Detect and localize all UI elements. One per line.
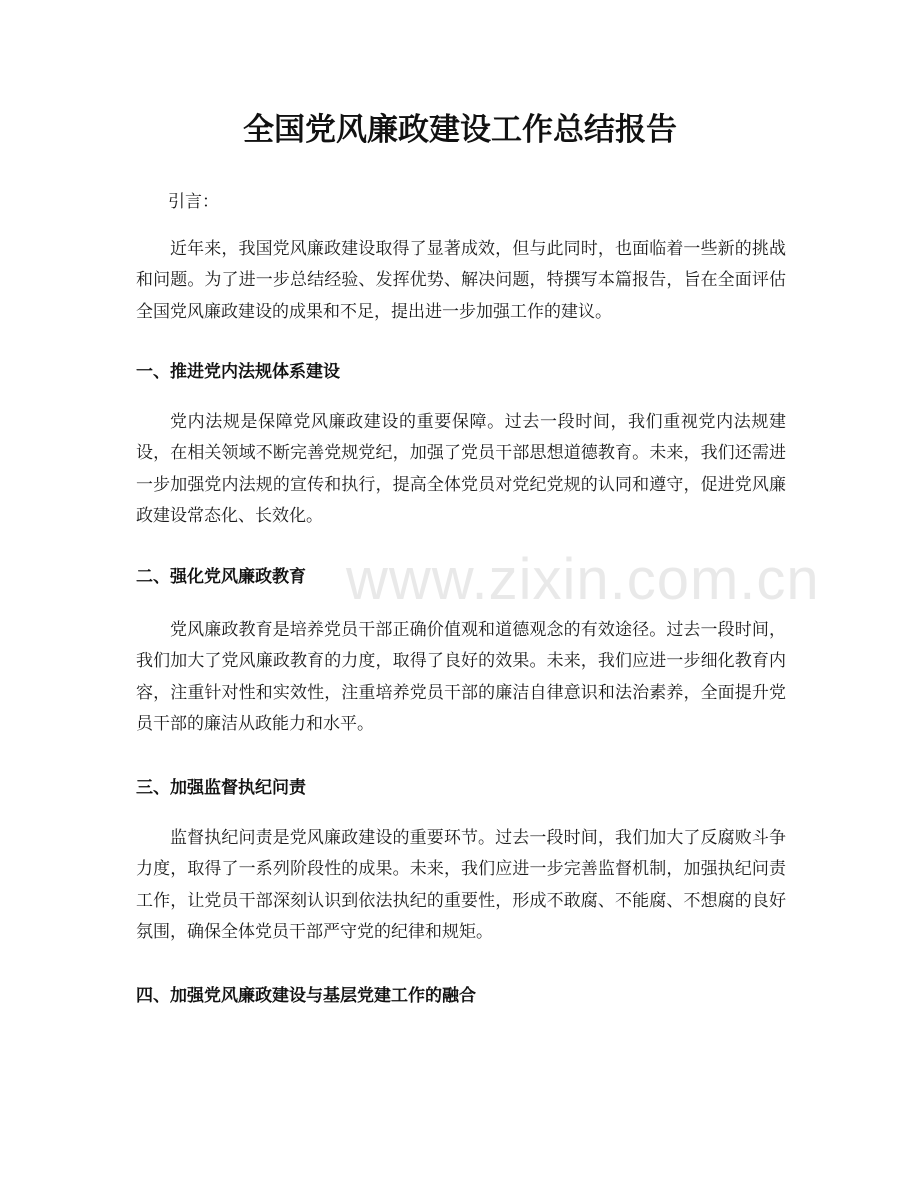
section-heading-1: 一、推进党内法规体系建设 <box>136 362 340 382</box>
intro-paragraph: 近年来，我国党风廉政建设取得了显著成效，但与此同时，也面临着一些新的挑战和问题。为了进一步总结经验、发挥优势、解决问题，特撰写本篇报告，旨在全面评估全国党风廉政建设的成果和不足，提出进一步加强工作的建议。 <box>136 239 786 322</box>
section-heading-4: 四、加强党风廉政建设与基层党建工作的融合 <box>136 986 476 1006</box>
intro-label: 引言： <box>168 192 219 212</box>
section-paragraph-3: 监督执纪问责是党风廉政建设的重要环节。过去一段时间，我们加大了反腐败斗争力度，取得了一系列阶段性的成果。未来，我们应进一步完善监督机制，加强执纪问责工作，让党员干部深刻认识到依法执纪的重要性，形成不敢腐、不能腐、不想腐的良好氛围，确保全体党员干部严守党的纪律和规矩。 <box>136 828 786 942</box>
section-heading-3: 三、加强监督执纪问责 <box>136 778 306 798</box>
watermark: www.zixin.com.cn <box>346 547 820 612</box>
section-paragraph-1: 党内法规是保障党风廉政建设的重要保障。过去一段时间，我们重视党内法规建设，在相关领域不断完善党规党纪，加强了党员干部思想道德教育。未来，我们还需进一步加强党内法规的宣传和执行，提高全体党员对党纪党规的认同和遵守，促进党风廉政建设常态化、长效化。 <box>136 412 786 526</box>
document-title: 全国党风廉政建设工作总结报告 <box>243 112 677 148</box>
section-paragraph-2: 党风廉政教育是培养党员干部正确价值观和道德观念的有效途径。过去一段时间，我们加大了党风廉政教育的力度，取得了良好的效果。未来，我们应进一步细化教育内容，注重针对性和实效性，注重培养党员干部的廉洁自律意识和法治素养，全面提升党员干部的廉洁从政能力和水平。 <box>136 620 786 734</box>
section-heading-2: 二、强化党风廉政教育 <box>136 567 306 587</box>
